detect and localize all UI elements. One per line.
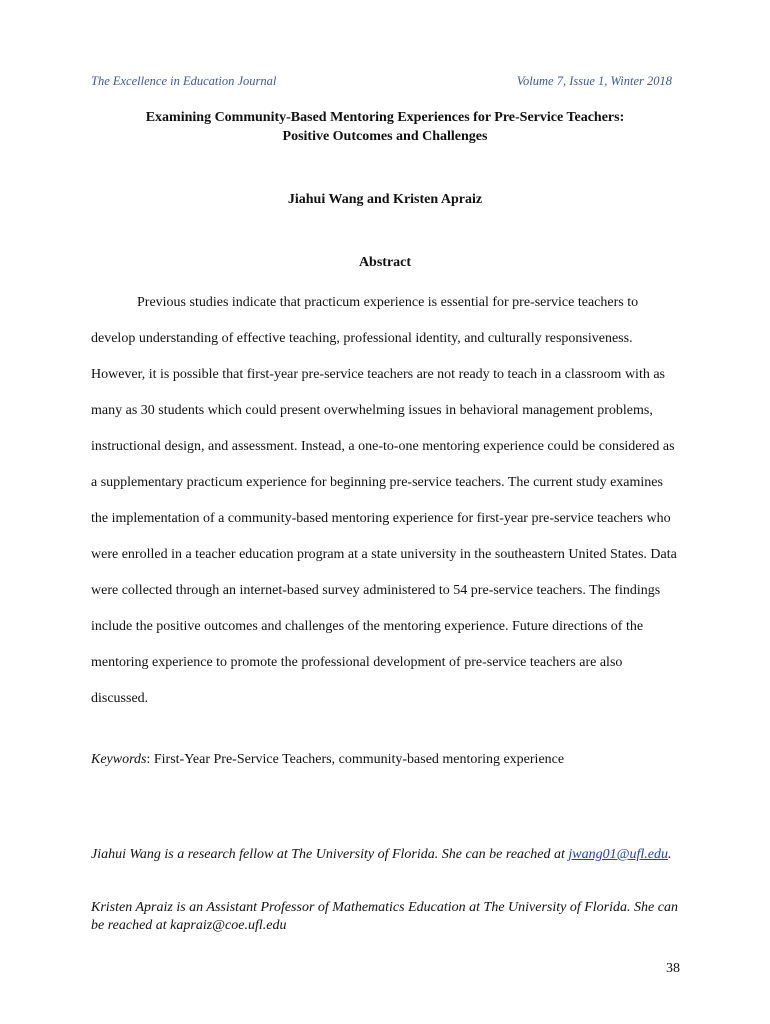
article-title-line-2: Positive Outcomes and Challenges xyxy=(282,129,488,144)
page-number: 38 xyxy=(666,961,680,976)
journal-name: The Excellence in Education Journal xyxy=(91,74,277,88)
volume-info: Volume 7, Issue 1, Winter 2018 xyxy=(516,74,672,88)
article-title-line-1: Examining Community-Based Mentoring Experiences for Pre-Service Teachers: xyxy=(145,110,625,125)
article-title xyxy=(60,108,710,146)
author-note-wang-text: Jiahui Wang is a research fellow at The University of Florida. She can be reached at xyxy=(91,847,569,862)
email-link-wang[interactable]: jwang01@ufl.edu xyxy=(568,847,668,862)
abstract-body: Previous studies indicate that practicum experience is essential for pre-service teachers to develop understanding of effective teaching, professional identity, and culturally responsiveness. However, it is possible that first-year pre-service teachers are not ready to teach in a classroom with as many as 30 students which could present overwhelming issues in behavioral management problems, instructional design, and assessment. Instead, a one-to-one mentoring experience could be considered as a supplementary practicum experience for beginning pre-service teachers. The current study examines the implementation of a community-based mentoring experience for first-year pre-service teachers who were enrolled in a teacher education program at a state university in the southeastern United States. Data were collected through an internet-based survey administered to 54 pre-service teachers. The findings include the positive outcomes and challenges of the mentoring experience. Future directions of the mentoring experience to promote the professional development of pre-service teachers are also discussed. xyxy=(91,295,677,706)
abstract-heading: Abstract xyxy=(358,255,412,270)
keywords-line xyxy=(91,752,681,768)
keywords-label: Keywords xyxy=(91,752,147,767)
author-note-apraiz: Kristen Apraiz is an Assistant Professor of Mathematics Education at The University of Florida. She can be reached at kapraiz@coe.ufl.edu xyxy=(91,900,678,933)
author-note-wang xyxy=(91,846,691,864)
keywords-text: First-Year Pre-Service Teachers, community-based mentoring experience xyxy=(153,752,565,767)
keywords-separator: : xyxy=(146,752,154,767)
running-header xyxy=(91,74,672,89)
author-note-wang-end: . xyxy=(667,847,672,862)
article-authors: Jiahui Wang and Kristen Apraiz xyxy=(287,192,483,207)
